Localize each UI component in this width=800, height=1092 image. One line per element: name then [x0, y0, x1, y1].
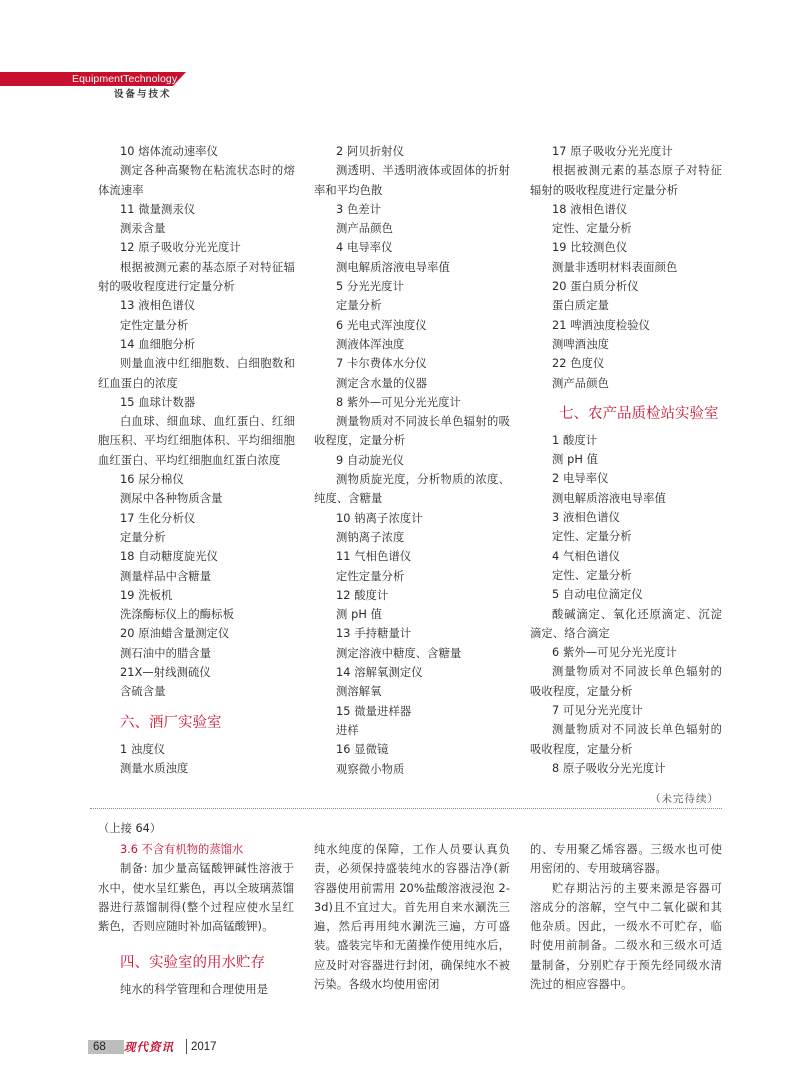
- paragraph: 进样: [336, 723, 359, 737]
- paragraph: 洗涤酶标仪上的酶标板: [120, 608, 234, 622]
- paragraph: 14 溶解氧测定仪: [336, 666, 423, 680]
- paragraph: 测 pH 值: [336, 608, 383, 622]
- paragraph: 12 酸度计: [336, 588, 389, 602]
- paragraph: 根据被测元素的基态原子对特征辐射的吸收程度进行定量分析: [98, 260, 295, 294]
- paragraph: 12 原子吸收分光光度计: [120, 241, 241, 255]
- paragraph: 11 气相色谱仪: [336, 550, 412, 564]
- issue-year: 2017: [191, 1041, 217, 1053]
- paragraph: 8 原子吸收分光光度计: [552, 761, 666, 775]
- paragraph: 15 微量进样器: [336, 704, 412, 718]
- paragraph: 测量物质对不同波长单色辐射的吸收程度，定量分析: [314, 415, 510, 448]
- paragraph: 测尿中各种物质含量: [120, 492, 223, 506]
- paragraph: 5 分光光度计: [336, 280, 404, 294]
- paragraph: 测啤酒浊度: [552, 337, 609, 351]
- section-heading: 六、酒厂实验室: [120, 714, 222, 731]
- paragraph: 9 自动旋光仪: [336, 453, 404, 467]
- paragraph: 10 熔体流动速率仪: [120, 145, 219, 158]
- paragraph: 测定各种高聚物在粘流状态时的熔体流速率: [98, 164, 295, 197]
- paragraph: 8 紫外—可见分光光度计: [336, 395, 461, 409]
- paragraph: 10 钠离子浓度计: [336, 511, 423, 525]
- paragraph: 15 血球计数器: [120, 395, 196, 409]
- paragraph: 测石油中的腊含量: [120, 646, 212, 660]
- subsection-heading: 3.6 不含有机物的蒸馏水: [120, 843, 244, 856]
- paragraph: 测量非透明材料表面颜色: [552, 260, 678, 274]
- paragraph: 测溶解氧: [336, 685, 382, 699]
- paragraph: 17 原子吸收分光光度计: [552, 145, 673, 158]
- paragraph: 含硫含量: [120, 685, 166, 699]
- paragraph: 则量血液中红细胞数、白细胞数和红血蛋白的浓度: [98, 357, 295, 390]
- paragraph: 定性、定量分析: [552, 568, 632, 582]
- paragraph: 7 卡尔费体水分仪: [336, 357, 427, 371]
- paragraph: 纯水纯度的保障，工作人员要认真负责，必须保持盛装纯水的容器洁净(新容器使用前需用 20%盐酸溶液浸泡 2-3d)且不宜过大。首先用自来水涮洗三遍，然后再用纯水涮洗三遍，方可盛装。盛装完毕和无菌操作使用纯水后，应及时对容器进行封闭，确保纯水不被污染。各级水均使用密闭: [314, 843, 510, 992]
- article-column-3: [530, 142, 722, 778]
- paragraph: 16 显微镜: [336, 743, 389, 757]
- paragraph: 21 啤酒浊度检验仪: [552, 318, 651, 332]
- paragraph: 根据被测元素的基态原子对特征辐射的吸收程度进行定量分析: [530, 164, 722, 197]
- continuation-column-2: [314, 840, 510, 994]
- paragraph: 2 电导率仪: [552, 472, 609, 486]
- paragraph: 14 血细胞分析: [120, 337, 196, 351]
- paragraph: 18 自动糖度旋光仪: [120, 550, 219, 564]
- paragraph: 测汞含量: [120, 222, 166, 236]
- footer-separator: [186, 1039, 187, 1054]
- section-heading: 四、实验室的用水贮存: [120, 955, 265, 972]
- paragraph: 1 酸度计: [552, 433, 598, 447]
- paragraph: 测 pH 值: [552, 453, 599, 467]
- section-divider: [90, 808, 722, 809]
- article-column-2: [314, 142, 510, 779]
- paragraph: 测透明、半透明液体或固体的折射率和平均色散: [314, 164, 510, 197]
- paragraph: 测液体浑浊度: [336, 337, 405, 351]
- paragraph: 2 阿贝折射仪: [336, 145, 404, 158]
- paragraph: 制备: 加少量高锰酸钾碱性溶液于水中，使水呈红紫色，再以全玻璃蒸馏器进行蒸馏制得(整个过程应使水呈红紫色，否则应随时补加高锰酸钾)。: [98, 862, 294, 934]
- paragraph: 测定含水量的仪器: [336, 376, 428, 390]
- paragraph: 贮存期沾污的主要来源是容器可溶成分的溶解，空气中二氧化碳和其他杂质。因此，一级水不可贮存，临时使用前制备。二级水和三级水可适量制备，分别贮存于预先经同级水清洗过的相应容器中。: [530, 881, 722, 992]
- paragraph: 13 手持糖量计: [336, 627, 412, 641]
- magazine-brand: 现代资讯: [124, 1040, 174, 1054]
- paragraph: 6 紫外—可见分光光度计: [552, 646, 677, 660]
- paragraph: 11 微量测汞仪: [120, 202, 196, 216]
- paragraph: 1 浊度仪: [120, 742, 166, 756]
- paragraph: 测量样品中含糖量: [120, 569, 212, 583]
- paragraph: 观察微小物质: [336, 762, 405, 776]
- article-column-1: [98, 142, 295, 778]
- header-title-en: EquipmentTechnology: [72, 73, 178, 85]
- paragraph: 4 气相色谱仪: [552, 549, 620, 563]
- continuation-column-1: [98, 840, 294, 1000]
- paragraph: 7 可见分光光度计: [552, 704, 643, 718]
- paragraph: 定性定量分析: [336, 569, 405, 583]
- paragraph: 3 液相色谱仪: [552, 511, 620, 525]
- section-heading: 七、农产品质检站实验室: [559, 405, 719, 422]
- paragraph: 17 生化分析仪: [120, 511, 196, 525]
- paragraph: 测量物质对不同波长单色辐射的吸收程度，定量分析: [530, 723, 722, 756]
- paragraph: 测产品颜色: [552, 376, 609, 390]
- paragraph: 测钠离子浓度: [336, 530, 405, 544]
- paragraph: 测量物质对不同波长单色辐射的吸收程度，定量分析: [530, 665, 722, 698]
- header-title-cn: 设备与技术: [114, 89, 172, 100]
- paragraph: 21X—射线测硫仪: [120, 666, 211, 680]
- paragraph: 测电解质溶液电导率值: [552, 491, 666, 505]
- paragraph: 16 尿分棉仪: [120, 473, 184, 487]
- paragraph: 22 色度仪: [552, 357, 605, 371]
- paragraph: 纯水的科学管理和合理使用是: [120, 983, 269, 997]
- paragraph: 13 液相色谱仪: [120, 299, 196, 313]
- paragraph: 定量分析: [336, 299, 382, 313]
- page-number: 68: [93, 1041, 106, 1053]
- paragraph: 19 比较测色仪: [552, 241, 628, 255]
- paragraph: 测物质旋光度，分析物质的浓度、纯度、含糖量: [314, 473, 510, 506]
- paragraph: 测产品颜色: [336, 222, 393, 236]
- paragraph: 6 光电式浑浊度仪: [336, 318, 427, 332]
- paragraph: 20 原油蜡含量测定仪: [120, 627, 230, 641]
- paragraph: 测电解质溶液电导率值: [336, 260, 450, 274]
- paragraph: 定性、定量分析: [552, 530, 632, 544]
- paragraph: 18 液相色谱仪: [552, 202, 628, 216]
- paragraph: 蛋白质定量: [552, 299, 609, 313]
- continuation-column-3: [530, 840, 722, 994]
- paragraph: 20 蛋白质分析仪: [552, 280, 639, 294]
- paragraph: 定性定量分析: [120, 318, 189, 332]
- paragraph: 测量水质浊度: [120, 761, 189, 775]
- paragraph: 定量分析: [120, 530, 166, 544]
- to-be-continued-note: （未完待续）: [650, 793, 719, 805]
- paragraph: 酸碱滴定、氧化还原滴定、沉淀滴定、络合滴定: [530, 607, 722, 640]
- paragraph: 定性、定量分析: [552, 222, 632, 236]
- continued-from-note: （上接 64）: [98, 822, 162, 835]
- paragraph: 19 洗板机: [120, 588, 173, 602]
- paragraph: 的、专用聚乙烯容器。三级水也可使用密闭的、专用玻璃容器。: [530, 843, 722, 876]
- paragraph: 5 自动电位滴定仪: [552, 588, 643, 602]
- paragraph: 3 色差计: [336, 202, 382, 216]
- paragraph: 4 电导率仪: [336, 241, 393, 255]
- paragraph: 白血球、细血球、血红蛋白、红细胞压积、平均红细胞体积、平均细细胞血红蛋白、平均红细胞血红蛋白浓度: [98, 415, 295, 467]
- paragraph: 测定溶液中糖度、含糖量: [336, 646, 462, 660]
